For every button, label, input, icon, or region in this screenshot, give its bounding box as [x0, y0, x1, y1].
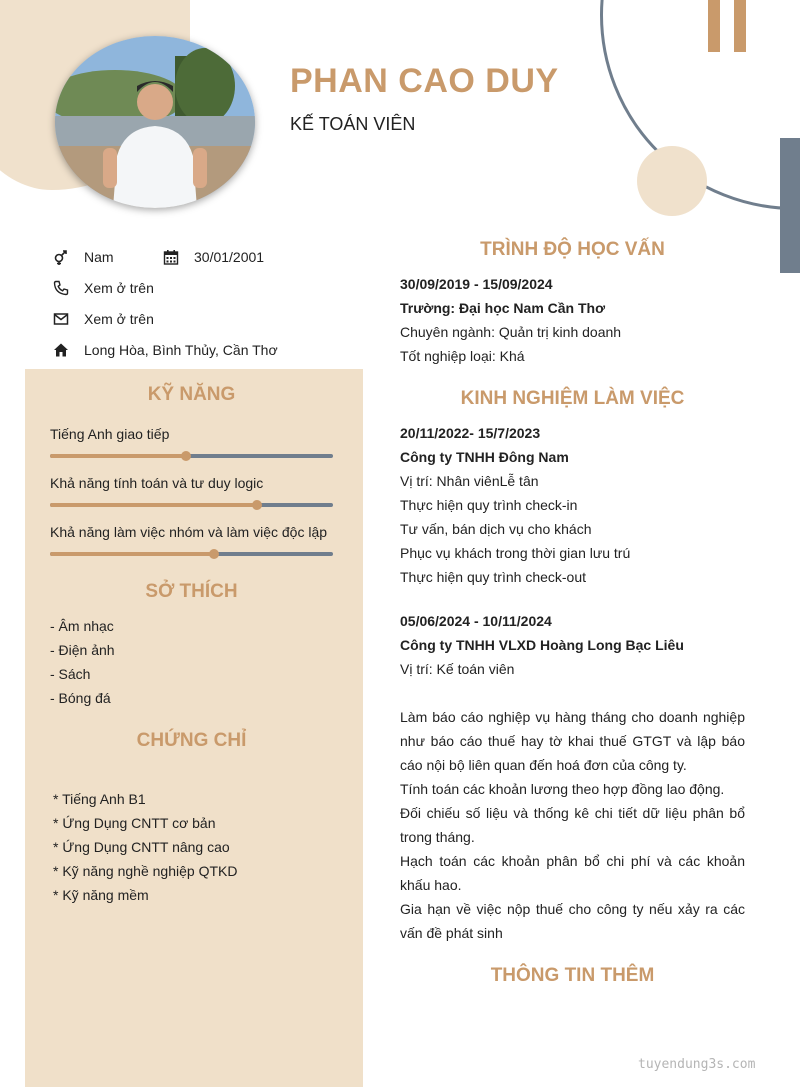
certificate-item: * Kỹ năng mềm: [53, 887, 149, 903]
hobby-item: - Bóng đá: [50, 690, 111, 706]
mail-icon: [52, 310, 70, 328]
contact-birthday: [162, 248, 264, 266]
contact-phone: [52, 279, 154, 297]
email-value: Xem ở trên: [84, 311, 154, 327]
skill-bar: [50, 454, 333, 458]
certificate-item: * Ứng Dụng CNTT nâng cao: [53, 839, 230, 855]
job-duty: Đối chiếu số liệu và thống kê chi tiết dữ liệu phân bổ trong tháng.: [400, 805, 745, 845]
job-period: 05/06/2024 - 10/11/2024: [400, 613, 552, 629]
job-duty: Gia hạn về việc nộp thuế cho công ty nếu xảy ra các vấn đề phát sinh: [400, 901, 745, 941]
gender-value: Nam: [84, 249, 114, 265]
job-duty: Hạch toán các khoản phân bổ chi phí và các khoản khấu hao.: [400, 853, 745, 893]
education-school: Trường: Đại học Nam Cần Thơ: [400, 300, 606, 316]
education-period: 30/09/2019 - 15/09/2024: [400, 276, 553, 292]
certificate-item: * Tiếng Anh B1: [53, 791, 146, 807]
hobby-item: - Điện ảnh: [50, 642, 115, 658]
job-duty: Phục vụ khách trong thời gian lưu trú: [400, 545, 631, 561]
phone-value: Xem ở trên: [84, 280, 154, 296]
skill-label: Khả năng tính toán và tư duy logic: [50, 475, 264, 491]
candidate-name: PHAN CAO DUY: [290, 62, 559, 100]
skill-bar-fill: [50, 454, 186, 458]
job-entry: [400, 609, 684, 681]
skill-label: Tiếng Anh giao tiếp: [50, 426, 170, 442]
certificate-item: * Ứng Dụng CNTT cơ bản: [53, 815, 216, 831]
hobby-item: - Sách: [50, 666, 91, 682]
job-duty: Tư vấn, bán dịch vụ cho khách: [400, 521, 592, 537]
certificate-item: * Kỹ năng nghề nghiệp QTKD: [53, 863, 238, 879]
phone-icon: [52, 279, 70, 297]
skill-bar-knob: [181, 451, 191, 461]
address-value: Long Hòa, Bình Thủy, Cần Thơ: [84, 342, 278, 358]
job-position: Vị trí: Nhân viênLễ tân: [400, 473, 539, 489]
skill-bar: [50, 552, 333, 556]
contact-email: [52, 310, 154, 328]
hobby-item: - Âm nhạc: [50, 618, 114, 634]
job-company: Công ty TNHH VLXD Hoàng Long Bạc Liêu: [400, 637, 684, 653]
skills-title: KỸ NĂNG: [147, 384, 236, 405]
decorative-side-bar: [780, 138, 800, 273]
contact-address: [52, 341, 278, 359]
job-entry: [400, 421, 630, 589]
job-position: Vị trí: Kế toán viên: [400, 661, 515, 677]
gender-icon: [52, 248, 70, 266]
contact-gender: [52, 248, 114, 266]
calendar-icon: [162, 248, 180, 266]
education-block: [400, 272, 621, 368]
decorative-bar: [734, 0, 746, 52]
education-title: TRÌNH ĐỘ HỌC VẤN: [480, 239, 665, 260]
job-duty: Tính toán các khoản lương theo hợp đồng lao động.: [400, 781, 725, 797]
decorative-bar: [708, 0, 720, 52]
job-period: 20/11/2022- 15/7/2023: [400, 425, 541, 441]
skill-bar-fill: [50, 552, 214, 556]
home-icon: [52, 341, 70, 359]
education-major: Chuyên ngành: Quản trị kinh doanh: [400, 324, 622, 340]
watermark: tuyendung3s.com: [638, 1057, 756, 1072]
job-duty: Thực hiện quy trình check-out: [400, 569, 587, 585]
hobbies-list: [50, 614, 115, 710]
avatar-photo: [55, 36, 255, 208]
job-company: Công ty TNHH Đông Nam: [400, 449, 569, 465]
experience-title: KINH NGHIỆM LÀM VIỆC: [460, 388, 685, 409]
birthday-value: 30/01/2001: [194, 249, 265, 265]
avatar: [55, 36, 255, 208]
job-duty: Thực hiện quy trình check-in: [400, 497, 578, 513]
extra-info-title: THÔNG TIN THÊM: [490, 965, 655, 986]
job-duties: [400, 705, 745, 945]
education-grade: Tốt nghiệp loại: Khá: [400, 348, 525, 364]
certificates-title: CHỨNG CHỈ: [136, 730, 247, 751]
skill-bar-knob: [252, 500, 262, 510]
hobbies-title: SỞ THÍCH: [145, 581, 238, 602]
certificates-list: [53, 787, 237, 907]
decorative-dot: [637, 146, 707, 216]
job-duty: Làm báo cáo nghiệp vụ hàng tháng cho doanh nghiệp như báo cáo thuế hay tờ khai thuế GTGT và lập báo cáo nội bộ liên quan đến hoá đơn của công ty.: [400, 709, 745, 773]
skill-label: Khả năng làm việc nhóm và làm việc độc lập: [50, 524, 328, 540]
skill-bar-fill: [50, 503, 257, 507]
candidate-role: KẾ TOÁN VIÊN: [290, 114, 416, 134]
skill-bar: [50, 503, 333, 507]
